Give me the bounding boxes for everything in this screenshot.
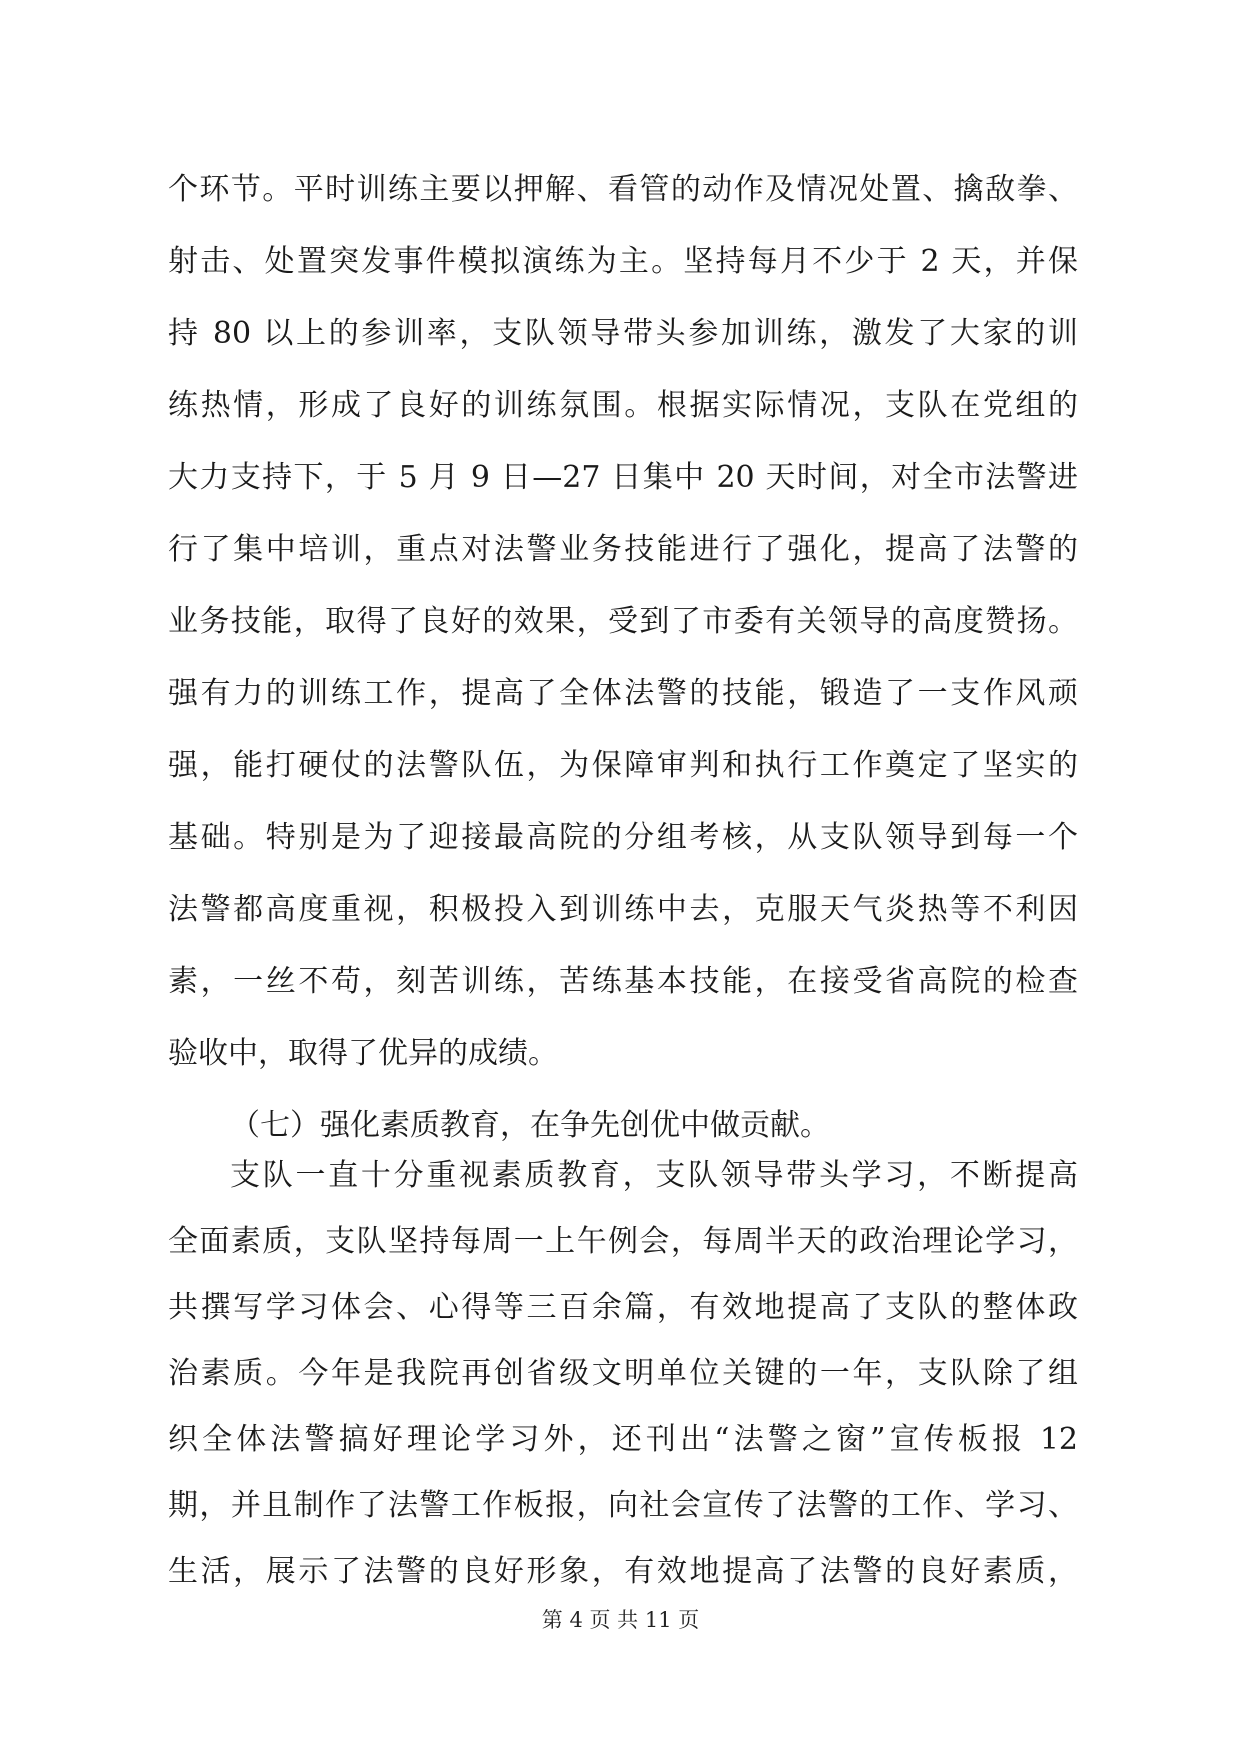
- body-text-line: 法警都高度重视，积极投入到训练中去，克服天气炎热等不利因: [168, 892, 1078, 927]
- body-text-line: 个环节。平时训练主要以押解、看管的动作及情况处置、擒敌拳、: [168, 172, 1078, 207]
- body-text-line: 织全体法警搞好理论学习外，还刊出“法警之窗”宣传板报 12: [168, 1422, 1078, 1457]
- body-text-line: 强有力的训练工作，提高了全体法警的技能，锻造了一支作风顽: [168, 676, 1078, 711]
- body-text-line: 持 80 以上的参训率，支队领导带头参加训练，激发了大家的训: [168, 316, 1078, 351]
- body-text-line: 行了集中培训，重点对法警业务技能进行了强化，提高了法警的: [168, 532, 1078, 567]
- body-text-line: 强，能打硬仗的法警队伍，为保障审判和执行工作奠定了坚实的: [168, 748, 1078, 783]
- section-heading: （七）强化素质教育，在争先创优中做贡献。: [230, 1108, 830, 1143]
- body-text-line: 验收中，取得了优异的成绩。: [168, 1036, 558, 1071]
- body-text-line: 全面素质，支队坚持每周一上午例会，每周半天的政治理论学习，: [168, 1224, 1078, 1259]
- body-text-line: 练热情，形成了良好的训练氛围。根据实际情况，支队在党组的: [168, 388, 1078, 423]
- body-text-line: 大力支持下，于 5 月 9 日—27 日集中 20 天时间，对全市法警进: [168, 460, 1078, 495]
- body-text-line: 治素质。今年是我院再创省级文明单位关键的一年，支队除了组: [168, 1356, 1078, 1391]
- body-text-line: 射击、处置突发事件模拟演练为主。坚持每月不少于 2 天，并保: [168, 244, 1078, 279]
- page-number: 第 4 页 共 11 页: [541, 1608, 700, 1632]
- body-text-line: 共撰写学习体会、心得等三百余篇，有效地提高了支队的整体政: [168, 1290, 1078, 1325]
- body-text-line: 期，并且制作了法警工作板报，向社会宣传了法警的工作、学习、: [168, 1488, 1078, 1523]
- body-text-line: 支队一直十分重视素质教育，支队领导带头学习，不断提高: [230, 1158, 1078, 1193]
- body-text-line: 素，一丝不苟，刻苦训练，苦练基本技能，在接受省高院的检查: [168, 964, 1078, 999]
- body-text-line: 业务技能，取得了良好的效果，受到了市委有关领导的高度赞扬。: [168, 604, 1078, 639]
- body-text-line: 生活，展示了法警的良好形象，有效地提高了法警的良好素质，: [168, 1554, 1078, 1589]
- body-text-line: 基础。特别是为了迎接最高院的分组考核，从支队领导到每一个: [168, 820, 1078, 855]
